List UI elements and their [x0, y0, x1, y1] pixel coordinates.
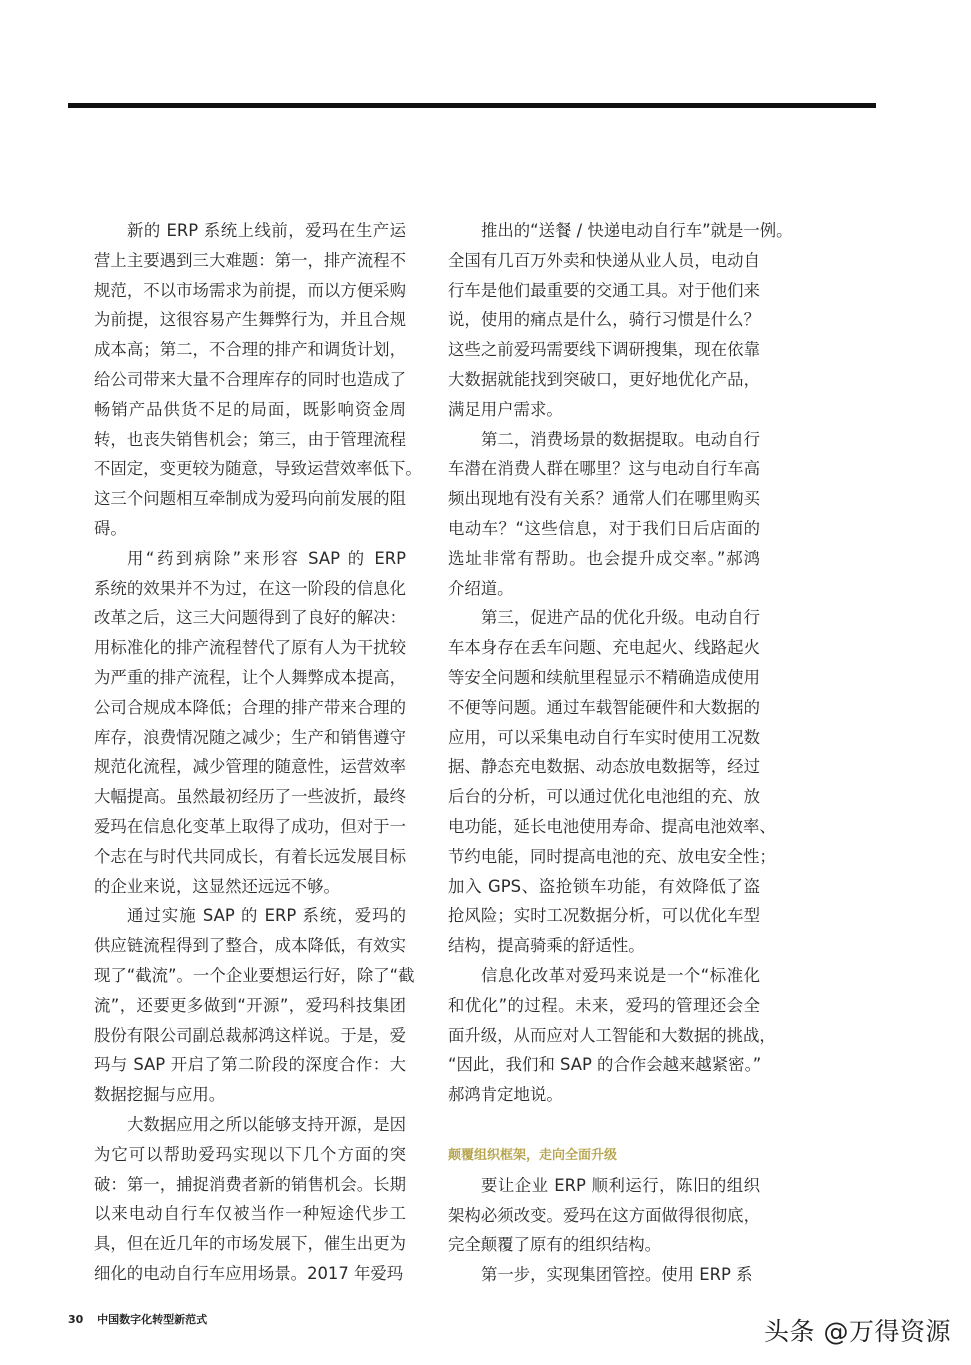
text-line: 畅销产品供货不足的局面，既影响资金周 [94, 399, 406, 419]
text-line: 库存，浪费情况随之减少；生产和销售遵守 [94, 727, 406, 747]
section-gap [448, 1110, 760, 1141]
text-line: 架构必须改变。爱玛在这方面做得很彻底， [448, 1205, 760, 1225]
text-line: 要让企业 ERP 顺利运行，陈旧的组织 [481, 1175, 760, 1195]
text-line: 面升级，从而应对人工智能和大数据的挑战， [448, 1025, 776, 1045]
page-number: 30 [68, 1313, 84, 1326]
text-line: 细化的电动自行车应用场景。2017 年爱玛 [94, 1263, 404, 1283]
text-line: 规范化流程，减少管理的随意性，运营效率 [94, 757, 406, 777]
text-line: 为它可以帮助爱玛实现以下几个方面的突 [94, 1144, 406, 1164]
text-line: 为前提，这很容易产生舞弊行为，并且合规 [94, 310, 406, 330]
text-line: 电动车？“这些信息，对于我们日后店面的 [448, 518, 760, 538]
text-line: 流”，还要更多做到“开源”，爱玛科技集团 [94, 995, 406, 1015]
text-line: 给公司带来大量不合理库存的同时也造成了 [94, 369, 406, 389]
text-line: 现了“截流”。一个企业要想运行好，除了“截 [94, 965, 415, 985]
right-column-body [448, 216, 793, 1110]
text-line: 和优化”的过程。未来，爱玛的管理还会全 [448, 995, 760, 1015]
text-line: 全国有几百万外卖和快递从业人员，电动自 [448, 250, 760, 270]
text-line: 说，使用的痛点是什么，骑行习惯是什么？ [448, 310, 760, 330]
text-line: 介绍道。 [448, 578, 514, 598]
text-line: 规范，不以市场需求为前提，而以方便采购 [94, 280, 406, 300]
text-line: 选址非常有帮助。也会提升成交率。”郝鸿 [448, 548, 760, 568]
text-line: 用标准化的排产流程替代了原有人为干扰较 [94, 638, 406, 658]
text-line: 碍。 [94, 518, 127, 538]
text-line: 车潜在消费人群在哪里？这与电动自行车高 [448, 459, 760, 479]
text-line: 的企业来说，这显然还远远不够。 [94, 876, 340, 896]
left-column [94, 216, 422, 1289]
top-rule [68, 103, 876, 108]
text-line: 公司合规成本降低；合理的排产带来合理的 [94, 697, 406, 717]
text-line: 玛与 SAP 开启了第二阶段的深度合作：大 [94, 1055, 406, 1075]
text-line: 推出的“送餐 / 快递电动自行车”就是一例。 [481, 221, 793, 240]
paragraph [94, 216, 422, 544]
text-line: “因此，我们和 SAP 的合作会越来越紧密。” [448, 1055, 762, 1075]
section-heading: 颠覆组织框架，走向全面升级 [448, 1147, 618, 1163]
text-line: 爱玛在信息化变革上取得了成功，但对于一 [94, 816, 406, 836]
text-line: 信息化改革对爱玛来说是一个“标准化 [481, 965, 760, 985]
paragraph [448, 603, 776, 961]
section-body [448, 1171, 760, 1290]
text-line: 行车是他们最重要的交通工具。对于他们来 [448, 280, 760, 300]
text-line: 等安全问题和续航里程显示不精确造成使用 [448, 667, 760, 687]
text-line: 这些之前爱玛需要线下调研搜集，现在依靠 [448, 340, 760, 360]
text-line: 不固定，变更较为随意，导致运营效率低下。 [94, 459, 422, 479]
paragraph [448, 961, 776, 1110]
text-line: 节约电能，同时提高电池的充、放电安全性； [448, 846, 776, 866]
text-line: 大幅提高。虽然最初经历了一些波折，最终 [94, 787, 406, 807]
text-line: 股份有限公司副总裁郝鸿这样说。于是，爱 [94, 1025, 406, 1045]
text-line: 满足用户需求。 [448, 399, 563, 419]
text-line: 破：第一，捕捉消费者新的销售机会。长期 [94, 1174, 406, 1194]
text-line: 第二，消费场景的数据提取。电动自行 [481, 429, 760, 449]
text-line: 后台的分析，可以通过优化电池组的充、放 [448, 787, 760, 807]
text-line: 新的 ERP 系统上线前，爱玛在生产运 [127, 221, 406, 240]
paragraph [448, 1171, 760, 1260]
page-footer [68, 1311, 207, 1327]
paragraph [94, 901, 415, 1110]
text-line: 大数据就能找到突破口，更好地优化产品， [448, 369, 760, 389]
text-line: 电功能，延长电池使用寿命、提高电池效率、 [448, 816, 776, 836]
right-column [448, 216, 793, 1290]
paragraph [448, 216, 793, 425]
text-line: 车本身存在丢车问题、充电起火、线路起火 [448, 638, 760, 658]
text-line: 为严重的排产流程，让个人舞弊成本提高， [94, 667, 406, 687]
text-line: 转，也丧失销售机会；第三，由于管理流程 [94, 429, 406, 449]
paragraph [448, 425, 760, 604]
text-line: 第三，促进产品的优化升级。电动自行 [481, 608, 760, 628]
text-line: 个志在与时代共同成长，有着长远发展目标 [94, 846, 406, 866]
text-line: 营上主要遇到三大难题：第一，排产流程不 [94, 250, 406, 270]
text-line: 大数据应用之所以能够支持开源，是因 [127, 1114, 406, 1134]
text-line: 据、静态充电数据、动态放电数据等，经过 [448, 757, 760, 777]
text-line: 抢风险；实时工况数据分析，可以优化车型 [448, 906, 760, 926]
text-line: 数据挖掘与应用。 [94, 1085, 226, 1105]
text-line: 频出现地有没有关系？通常人们在哪里购买 [448, 489, 760, 509]
text-line: 系统的效果并不为过，在这一阶段的信息化 [94, 578, 406, 598]
text-line: 应用，可以采集电动自行车实时使用工况数 [448, 727, 760, 747]
publication-title: 中国数字化转型新范式 [97, 1313, 208, 1326]
text-line: 具，但在近几年的市场发展下，催生出更为 [94, 1234, 406, 1254]
text-line: 改革之后，这三大问题得到了良好的解决： [94, 608, 406, 628]
text-line: 成本高；第二，不合理的排产和调货计划， [94, 340, 406, 360]
paragraph [94, 544, 406, 902]
text-line: 加入 GPS、盗抢锁车功能，有效降低了盗 [448, 876, 760, 896]
text-line: 通过实施 SAP 的 ERP 系统，爱玛的 [127, 906, 406, 926]
text-line: 结构，提高骑乘的舒适性。 [448, 936, 645, 956]
text-line: 供应链流程得到了整合，成本降低，有效实 [94, 936, 406, 956]
text-line: 以来电动自行车仅被当作一种短途代步工 [94, 1204, 406, 1224]
text-line: 第一步，实现集团管控。使用 ERP 系 [481, 1265, 753, 1285]
text-line: 用“药到病除”来形容 SAP 的 ERP [127, 548, 406, 568]
watermark: 头条 @万得资源 [764, 1317, 951, 1346]
paragraph [94, 1110, 406, 1289]
paragraph [448, 1260, 760, 1290]
text-line: 这三个问题相互牵制成为爱玛向前发展的阻 [94, 489, 406, 509]
text-line: 郝鸿肯定地说。 [448, 1085, 563, 1105]
text-line: 不便等问题。通过车载智能硬件和大数据的 [448, 697, 760, 717]
text-line: 完全颠覆了原有的组织结构。 [448, 1235, 662, 1255]
